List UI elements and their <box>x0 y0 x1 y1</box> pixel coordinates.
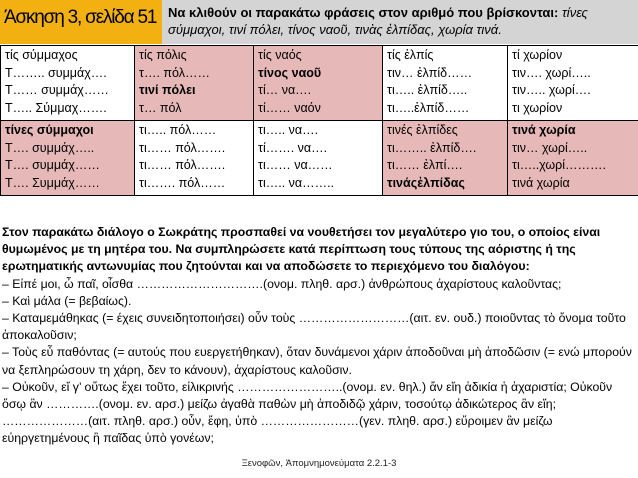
cell-line: τινά χωρία <box>512 175 570 190</box>
cell-line: τιν…. χωρί….. <box>512 65 591 80</box>
instruction-phrases: τίνες σύμμαχοι, τινί πόλει, τίνος ναοῦ, τινὰς ἐλπίδας, χωρία τινά. <box>168 5 588 37</box>
dialogue-line: – Τοὺς εὖ παθόντας (= αυτούς που ευεργετήθηκαν), ὅταν δυνάμενοι χάριν ἀποδοῦναι μὴ ἀποδῶσιν (= ενώ μπορούν να ξεπληρώσουν τη χάρη, δεν το κάνουν), ἀχαρίστους καλοῦσιν. <box>2 345 632 377</box>
header <box>0 0 638 44</box>
table-row-singular <box>1 46 638 121</box>
cell-line: τι…….. ἐλπίδ…. <box>387 140 477 155</box>
exercise-title: Άσκηση 3, σελίδα 51 <box>0 0 162 44</box>
cell-symmachos <box>1 46 135 121</box>
cell-line: Τ…. συμμάχ….. <box>5 140 95 155</box>
cell-line: Τ…….. συμμάχ…. <box>5 65 107 80</box>
cell-line: τι…… να…… <box>258 158 333 172</box>
cell-line-given: τίνες σύμμαχοι <box>5 123 94 137</box>
cell-line: τι….. πόλ…… <box>139 123 217 137</box>
dialogue-line: – Καταμεμάθηκας (= έχεις συνειδητοποιήσει) οὖν τοὺς ………………………(αιτ. εν. ουδ.) ποιοῦντας τὸ ὄνομα τοῦτο ἀποκαλοῦσιν; <box>2 311 626 343</box>
cell-line-given: τινί πόλει <box>139 83 196 97</box>
passage-intro: Στον παρακάτω διάλογο ο Σωκράτης προσπαθεί να νουθετήσει τον μεγαλύτερο γιο του, ο οποίος είναι θυμωμένος με τη μητέρα του. Να συμπληρώσετε κατά περίπτωση τους τύπους της αόριστης ή της ερωτηματικής αντωνυμίας που ζητούνται και να αποδώσετε το περιεχόμενο του διαλόγου: <box>2 225 601 274</box>
cell-line: τιν… ἐλπίδ…… <box>387 65 473 80</box>
cell-line: τίς σύμμαχος <box>5 48 78 62</box>
cell-line: τί……. να…. <box>258 140 328 155</box>
cell-polis <box>135 46 254 121</box>
dialogue-line: – Οὐκοῦν, εἴ γ’ οὕτως ἔχει τοῦτο, εἰλικρινής ……………………..(ονομ. εν. θηλ.) ἄν εἴη ἀδικία ἡ ἀχαριστία; Οὐκοῦν ὅσῳ ἂν ………….(ονομ. εν. αρσ.) μείζω ἀγαθὰ παθὼν μὴ ἀποδιδῷ χάριν, τοσούτῳ ἀδικώτερος ἂν εἴη; …………………(αιτ. πληθ. αρσ.) οὖν, ἔφη, ὑπὸ ……………………(γεν. πληθ. αρσ.) εὕροιμεν ἂν μείζω εὐηργετημένους ἢ παῖδας ὑπὸ γονέων; <box>2 379 613 446</box>
cell-line: τι…..ἐλπίδ…… <box>387 100 470 115</box>
cell-choria <box>508 121 638 196</box>
instruction-box <box>162 0 638 44</box>
table-row-plural <box>1 121 638 196</box>
cell-line: τι….. να…….. <box>258 175 335 190</box>
cell-line: τίς ναός <box>258 48 302 62</box>
cell-line: τιν… χωρί….. <box>512 140 588 155</box>
cell-naos <box>254 46 383 121</box>
cell-line: τι χωρίον <box>512 100 563 115</box>
cell-line: τι….. να…. <box>258 123 319 137</box>
cell-chorion <box>508 46 638 121</box>
cell-line: Τ…. συμμάχ…… <box>5 158 100 172</box>
cell-line: τί… να…. <box>258 83 312 97</box>
dialogue-line: – Εἰπέ μοι, ὦ παῖ, οἶσθα ………………………….(ονομ. πληθ. αρσ.) ἀνθρώπους ἀχαρίστους καλοῦντας; <box>2 276 562 291</box>
cell-line: Τ…… συμμάχ…… <box>5 83 109 97</box>
cell-line-given: τίνος ναοῦ <box>258 65 322 80</box>
cell-line-given: τινάςἐλπίδας <box>387 175 465 190</box>
cell-line: τι….. ἐλπίδ….. <box>387 83 468 97</box>
cell-line: τινές ἐλπίδες <box>387 123 458 137</box>
cell-line: τ…. πόλ…… <box>139 65 210 80</box>
cell-line: τ… πόλ <box>139 100 182 115</box>
cell-line: τιν….. χωρί…. <box>512 83 591 97</box>
dialogue-line: – Καὶ μάλα (= βεβαίως). <box>2 293 132 308</box>
instruction-text: Να κλιθούν οι παρακάτω φράσεις στον αριθμό που βρίσκονται: <box>168 5 559 20</box>
cell-elpides <box>383 121 508 196</box>
cell-line: τι…… πόλ……. <box>139 140 226 155</box>
cell-symmachoi <box>1 121 135 196</box>
cell-line: τι……. πόλ…… <box>139 175 226 190</box>
cell-line: τί…… ναόν <box>258 100 321 115</box>
source-citation: Ξενοφῶν, Ἀπομνημονεύματα 2.2.1-3 <box>241 458 397 469</box>
cell-line: τι…..χωρί………. <box>512 158 607 172</box>
cell-line-given: τινά χωρία <box>512 123 576 137</box>
cell-line: τι…… ἐλπί…. <box>387 158 463 172</box>
cell-line: τι…… πόλ……. <box>139 158 226 172</box>
cell-poleis <box>135 121 254 196</box>
cell-elpis <box>383 46 508 121</box>
cell-line: τί χωρίον <box>512 48 563 62</box>
cell-line: τίς πόλις <box>139 48 187 62</box>
cell-line: τίς ἐλπίς <box>387 48 434 62</box>
cell-naoi <box>254 121 383 196</box>
cell-line: Τ…. Συμμάχ…… <box>5 175 100 190</box>
dialogue-passage <box>2 224 636 448</box>
declension-table <box>0 45 638 196</box>
cell-line: Τ….. Σύμμαχ……. <box>5 100 107 115</box>
